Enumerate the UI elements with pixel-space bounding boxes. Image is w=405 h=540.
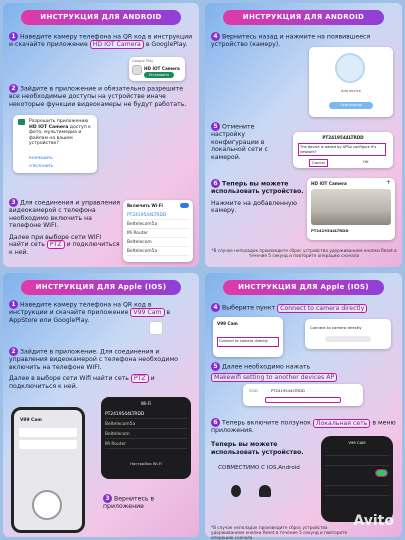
app-name-highlight: HD IOT Camera <box>90 40 144 49</box>
step-number: 1 <box>9 300 18 309</box>
step-5: 5 Далее необходимо нажать Makewifi setting to another devices AP <box>211 362 397 382</box>
app-menu-screen: V99 Cam Connect to camera directly <box>213 317 283 357</box>
apply-button[interactable] <box>265 397 341 403</box>
card-manual-button[interactable]: Card manual <box>329 102 373 109</box>
settings-row[interactable] <box>325 490 389 496</box>
toggle-switch[interactable] <box>180 203 189 208</box>
app-name-highlight: V99 Cam <box>130 308 164 317</box>
panel-title: ИНСТРУКЦИЯ ДЛЯ ANDROID <box>21 10 181 25</box>
step-3: 3 Вернитесь в приложение <box>103 495 155 511</box>
settings-row[interactable] <box>325 460 389 466</box>
step-2: 2 Зайдите в приложение и обязательно разрешите все необходимые доступы на устройстве иначе некоторые функции видеокамеры не будут работать. <box>9 85 187 108</box>
wifi-settings-screen: Wi-Fi PT2419544LTRDD Beltelecom5a Beltelecom Mi Router Настройки Wi-Fi <box>101 397 191 479</box>
reset-note: *В случае неполадок произведите сброс устройства удерживанием кнопки Reset в течение 5 секунд и повторите операцию сначала <box>211 525 348 540</box>
local-network-toggle[interactable] <box>376 470 387 476</box>
settings-row[interactable] <box>325 450 389 456</box>
wifi-network[interactable]: Mi Router <box>127 230 189 238</box>
ios-panel-2 <box>205 273 402 540</box>
connect-directly-option[interactable]: Connect to camera directly <box>217 337 279 347</box>
camera-list-screen: HD IOT Camera + PT2419544LTRDD <box>307 178 395 240</box>
google-play-card: Google Play HD IOT Camera Установить <box>129 57 185 81</box>
ios-panel-1 <box>3 273 199 537</box>
camera-icon[interactable] <box>335 53 365 83</box>
wifi-network[interactable]: Beltelecom5a <box>105 421 187 429</box>
install-button[interactable]: Установить <box>144 72 174 78</box>
wifi-network[interactable]: Mi Router <box>105 441 187 449</box>
step-number: 5 <box>211 122 220 131</box>
android-panel-1 <box>3 3 199 267</box>
deny-button[interactable]: ОТКЛОНИТЬ <box>29 163 54 168</box>
list-item[interactable] <box>19 428 77 437</box>
wifi-settings-link[interactable]: Настройки Wi-Fi <box>130 461 162 466</box>
ssid-screen: SSID PT2419544LTRDD <box>243 384 363 406</box>
step-1: 1 Наведите камеру телефона на QR код в инструкции и скачайте приложение V99 Cam в AppStore или GooglePlay. <box>9 301 171 324</box>
v99-app-icon <box>149 321 163 335</box>
ok-button[interactable]: OK <box>363 159 369 164</box>
step-1: 1 Наведите камеру телефона на QR код в инструкции и скачайте приложение HD IOT Camera в GooglePlay. <box>9 33 193 49</box>
wifi-network[interactable]: Beltelecom <box>127 239 189 247</box>
step-number: 3 <box>103 494 112 503</box>
step-number: 2 <box>9 347 18 356</box>
robot-illustration <box>32 490 62 520</box>
wifi-network-ptz[interactable]: PT2419544LTRDD <box>105 411 187 419</box>
step-number: 4 <box>211 303 220 312</box>
app-settings-screen: V99 CAM <box>321 436 393 522</box>
phone-app-screen: V99 Cam <box>11 407 85 533</box>
apple-icon <box>231 485 241 497</box>
avito-watermark: Avito <box>353 513 394 529</box>
step-number: 6 <box>211 418 220 427</box>
folder-icon <box>18 119 25 125</box>
android-panel-2 <box>205 3 402 267</box>
compat-label: СОВМЕСТИМО С IOS,Android <box>218 465 300 471</box>
add-icon[interactable]: + <box>385 179 391 186</box>
configure-dialog: PT2419544LTRDD The device is added by APSo configure it's network? Cancel OK <box>293 132 393 168</box>
step-number: 3 <box>9 198 18 207</box>
step-3: 3 Для соединения и управления видеокамерой с телефона необходимо включить на телефоне WIFI. Далее при выборе сети WIFI найти сеть PTZ и подключиться к ней. <box>9 199 120 257</box>
wifi-network[interactable]: Beltelecom5a <box>127 248 189 256</box>
step-2: 2 Зайдите в приложение. Для соединения и управления видеокамерой с телефона необходимо включить на телефоне WIFI. Далее в выборе сети Wifi найти сеть PTZ и подключиться к ней. <box>9 348 178 390</box>
permission-dialog: Разрешить приложению HD IOT Camera доступ к фото, мультимедиа и файлам на вашем устройстве? РАЗРЕШИТЬ ОТКЛОНИТЬ <box>13 115 97 173</box>
camera-id-label[interactable]: PT2419544LTRDD <box>311 228 349 233</box>
step-number: 1 <box>9 32 18 41</box>
panel-title: ИНСТРУКЦИЯ ДЛЯ Apple (IOS) <box>223 280 384 295</box>
camera-preview[interactable] <box>311 189 391 225</box>
wifi-list-card: Включить Wi-Fi PT2419544LTRDD Beltelecom5a Mi Router Beltelecom Beltelecom5a <box>123 200 193 262</box>
wifi-network[interactable]: Beltelecom5a <box>127 221 189 229</box>
app-icon <box>132 65 142 75</box>
step-number: 4 <box>211 32 220 41</box>
step-7: Теперь вы можете использовать устройство. <box>211 441 304 456</box>
cancel-button[interactable]: Cancel <box>309 159 328 167</box>
add-device-screen: Add device Card manual <box>309 47 393 117</box>
step-6: 6 Теперь вы можете использовать устройство. Нажмите на добавленную камеру. <box>211 180 304 215</box>
step-number: 6 <box>211 179 220 188</box>
step-4: 4 Выберите пункт Connect to camera directly <box>211 303 397 312</box>
reset-note: *В случае неполадок произведите сброс устройства удерживанием кнопки Reset в течение 5 секунд и повторите операцию сначала <box>211 248 397 258</box>
confirm-button[interactable] <box>325 336 371 342</box>
wifi-network[interactable]: Beltelecom <box>105 431 187 439</box>
ssid-value[interactable]: PT2419544LTRDD <box>271 388 305 393</box>
settings-row[interactable] <box>325 480 389 486</box>
step-number: 2 <box>9 84 18 93</box>
panel-title: ИНСТРУКЦИЯ ДЛЯ ANDROID <box>223 10 384 25</box>
step-6: 6 Теперь включите ползунок Локальная сеть в меню приложения. <box>211 419 396 435</box>
android-icon <box>259 485 271 497</box>
list-item[interactable] <box>19 440 77 449</box>
step-4: 4 Вернитесь назад и нажмите на появившееся устройство (камеру). <box>211 33 371 49</box>
panel-title: ИНСТРУКЦИЯ ДЛЯ Apple (IOS) <box>21 280 181 295</box>
wifi-network-ptz[interactable]: PT2419544LTRDD <box>127 212 189 220</box>
allow-button[interactable]: РАЗРЕШИТЬ <box>29 155 53 160</box>
step-number: 5 <box>211 362 220 371</box>
step-5: 5 Отмените настройку конфигурации в локальной сети с камерой. <box>211 123 268 161</box>
connect-dialog: Connect to camera directly <box>305 319 391 349</box>
